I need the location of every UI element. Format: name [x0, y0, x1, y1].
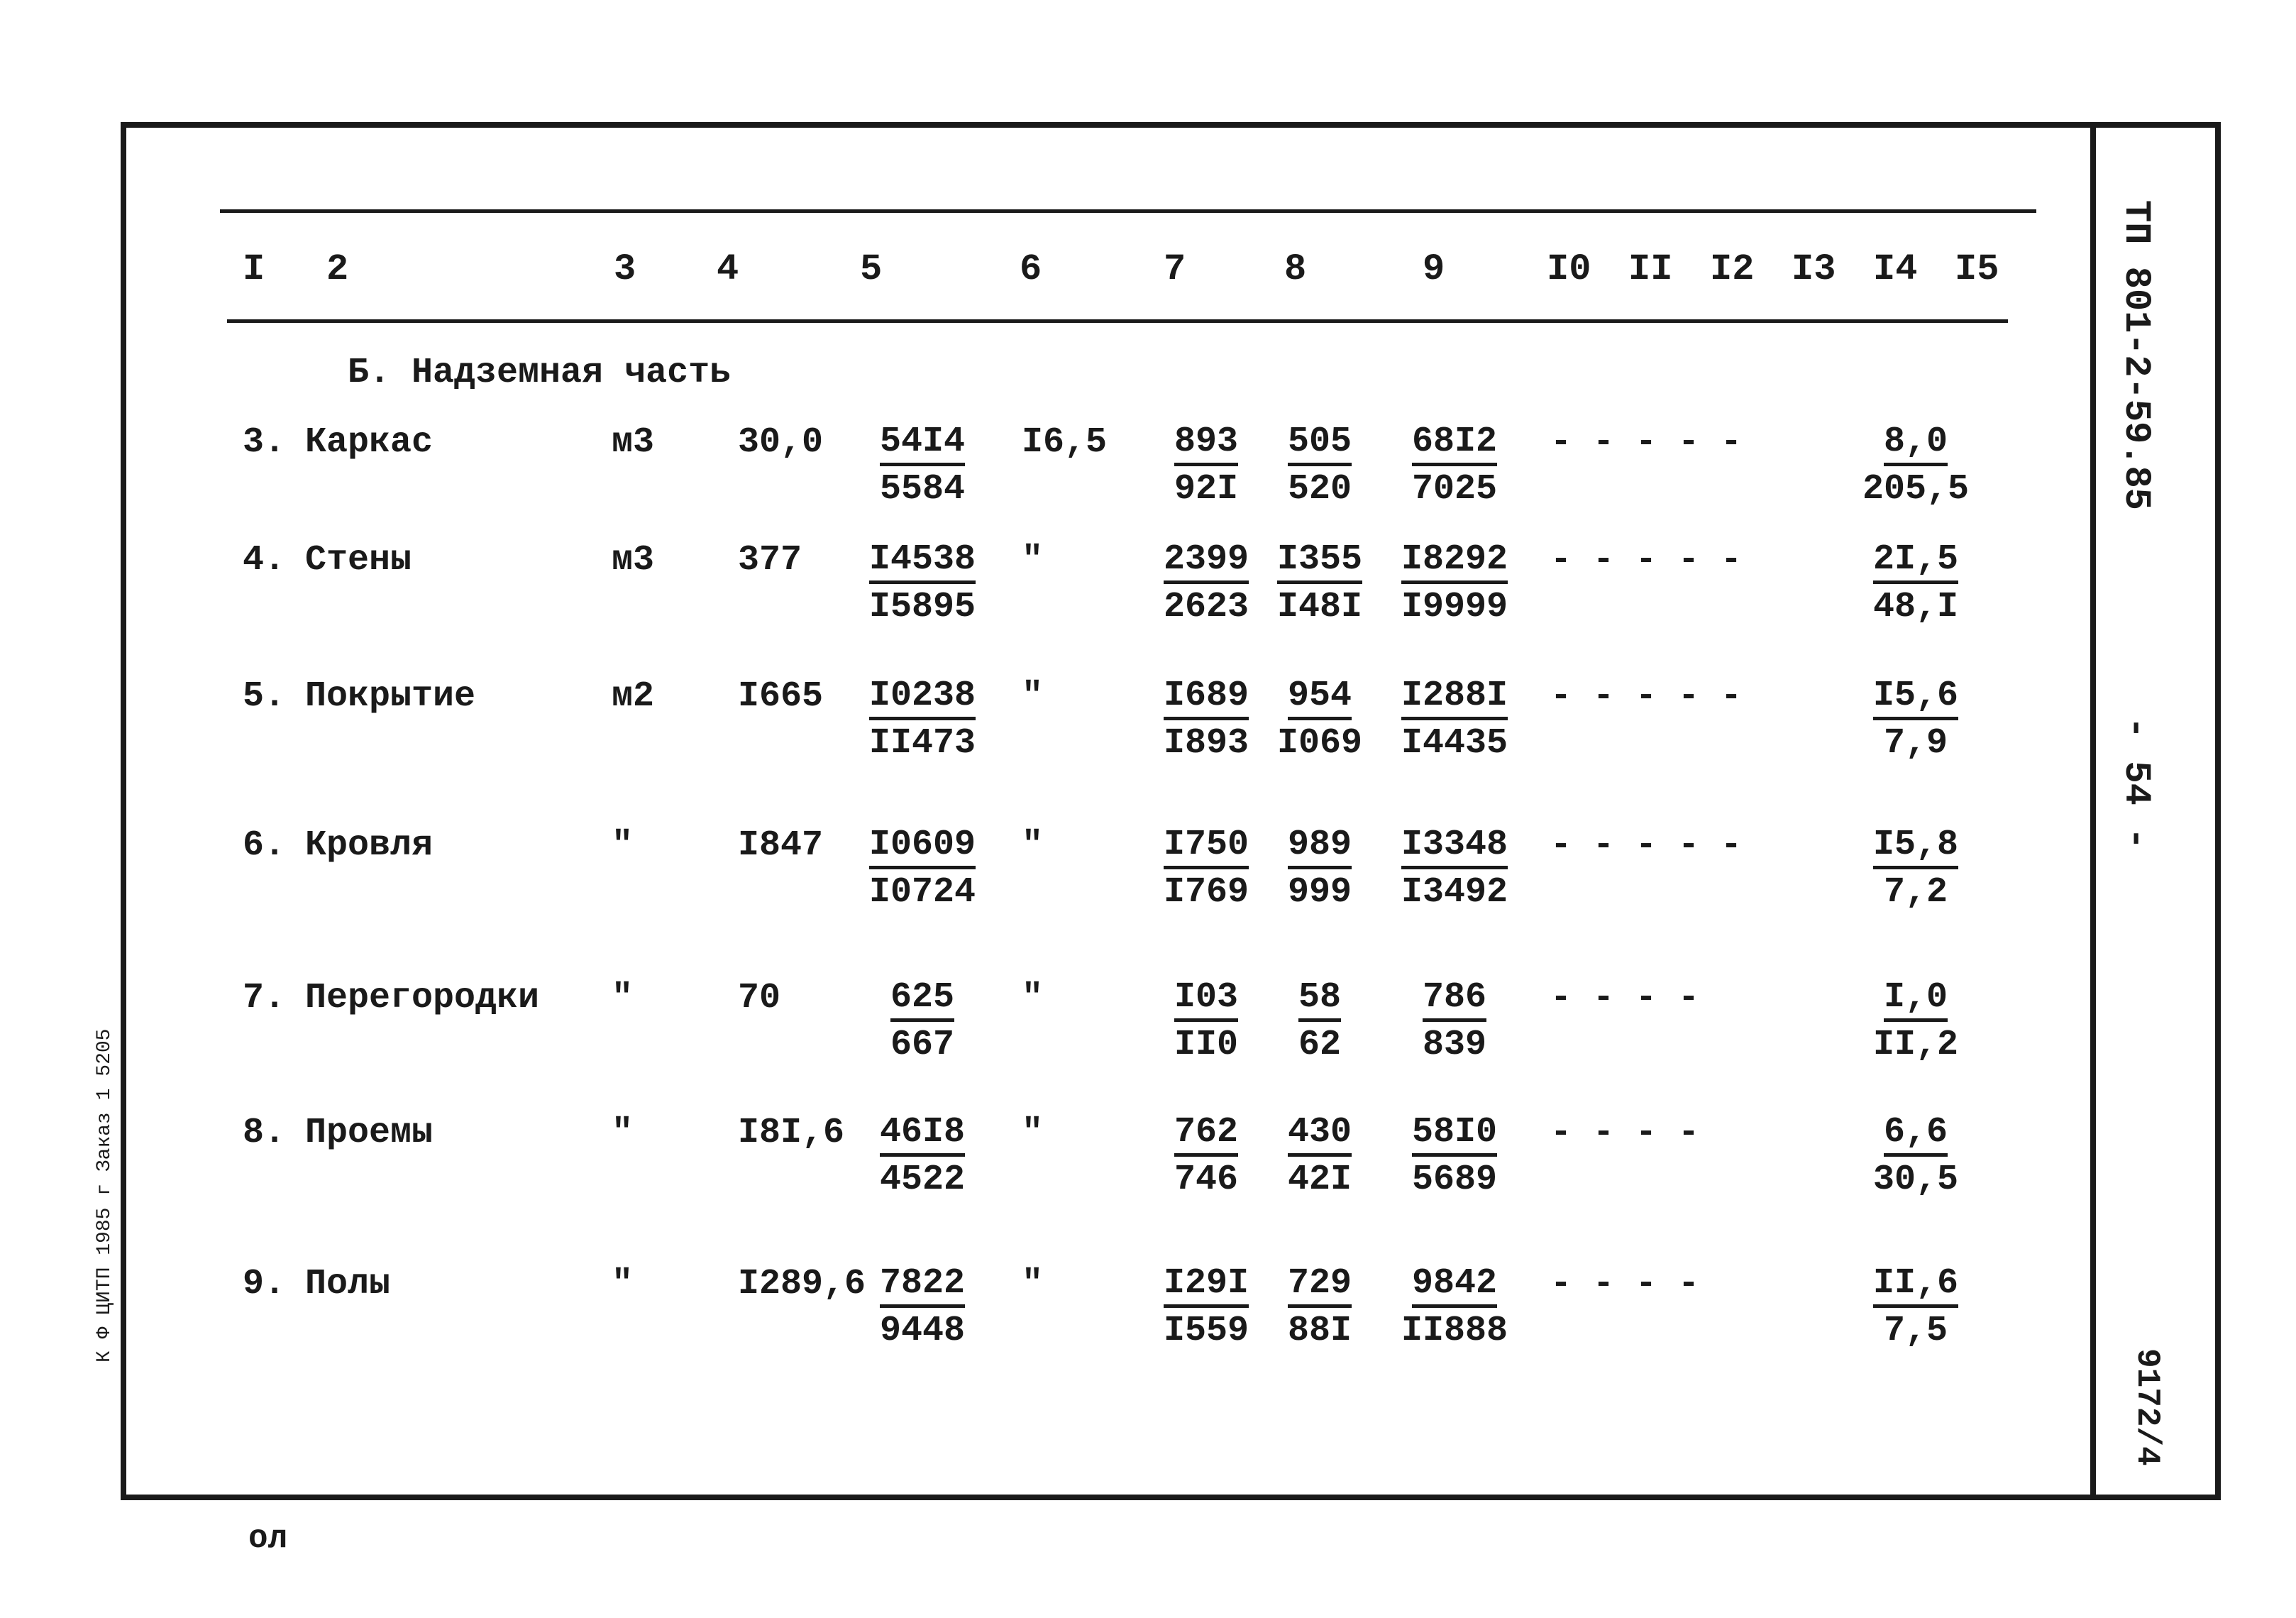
row-col7-denominator: II0 [1174, 1025, 1238, 1065]
row-col5-denominator: I5895 [868, 587, 976, 627]
row-col15-numerator: 8,0 [1884, 422, 1948, 466]
col-header-1: I [243, 248, 265, 290]
row-col7-denominator: I559 [1163, 1311, 1249, 1351]
row-col8-numerator: 729 [1288, 1263, 1352, 1308]
row-col7-numerator: 762 [1174, 1112, 1238, 1157]
row-col15-numerator: I,0 [1884, 977, 1948, 1022]
col-header-9: 9 [1423, 248, 1445, 290]
row-col9-numerator: I288I [1401, 676, 1508, 720]
row-col7-denominator: 92I [1174, 469, 1238, 510]
row-number: 6. [243, 825, 286, 866]
col-header-4: 4 [717, 248, 739, 290]
row-quantity: I289,6 [738, 1264, 866, 1304]
row-col8-denominator: I069 [1276, 723, 1363, 764]
row-col7-denominator: I769 [1163, 872, 1249, 913]
row-col9-denominator: I4435 [1401, 723, 1508, 764]
row-col6: " [1022, 978, 1044, 1018]
row-col8-numerator: I355 [1277, 539, 1362, 584]
row-col9-numerator: 58I0 [1412, 1112, 1497, 1157]
row-col8 [1249, 1262, 1391, 1355]
row-number: 4. [243, 540, 286, 580]
row-col15-numerator: 2I,5 [1873, 539, 1958, 584]
row-col5-denominator: 5584 [879, 469, 966, 510]
row-col6: I6,5 [1022, 422, 1108, 463]
side-column-divider [2090, 122, 2096, 1500]
row-col5 [851, 823, 993, 916]
row-col5-numerator: 54I4 [880, 422, 965, 466]
row-col5-denominator: 667 [890, 1025, 954, 1065]
row-col15-numerator: I5,6 [1873, 676, 1958, 720]
row-col9-numerator: I8292 [1401, 539, 1508, 584]
row-unit: " [612, 1113, 634, 1153]
row-col9 [1384, 538, 1525, 631]
row-quantity: 30,0 [738, 422, 824, 463]
row-col5 [851, 976, 993, 1069]
row-col5-numerator: I0238 [869, 676, 976, 720]
row-col5-denominator: I0724 [868, 872, 976, 913]
col-header-10: I0 [1547, 248, 1591, 290]
row-number: 5. [243, 676, 286, 717]
row-col5-denominator: 9448 [879, 1311, 966, 1351]
col-header-11: II [1628, 248, 1673, 290]
row-col8-numerator: 505 [1288, 422, 1352, 466]
row-col9 [1384, 674, 1525, 767]
row-quantity: 70 [738, 978, 781, 1018]
row-col9 [1384, 1262, 1525, 1355]
row-col15-denominator: 48,I [1872, 587, 1959, 627]
row-col8 [1249, 420, 1391, 513]
row-number: 9. [243, 1264, 286, 1304]
footer-mark: ол [248, 1520, 288, 1557]
row-col5-numerator: I4538 [869, 539, 976, 584]
row-name: Стены [305, 540, 412, 580]
row-quantity: I665 [738, 676, 824, 717]
row-col7-denominator: 746 [1174, 1160, 1238, 1200]
row-dashes-10-14: - - - - [1550, 978, 1700, 1018]
row-col9-numerator: 68I2 [1412, 422, 1497, 466]
row-col8-numerator: 954 [1288, 676, 1352, 720]
row-name: Каркас [305, 422, 434, 463]
row-col9-denominator: 7025 [1411, 469, 1498, 510]
row-quantity: I8I,6 [738, 1113, 845, 1153]
row-col7-numerator: I29I [1164, 1263, 1249, 1308]
col-header-12: I2 [1710, 248, 1755, 290]
row-dashes-10-14: - - - - - [1550, 825, 1743, 866]
row-col15-denominator: 7,2 [1883, 872, 1948, 913]
row-col15-denominator: 7,9 [1883, 723, 1948, 764]
print-stamp: К Ф ЦИТП 1985 г Заказ 1 5205 [94, 1028, 116, 1363]
row-col15-denominator: 7,5 [1883, 1311, 1948, 1351]
row-unit: " [612, 1264, 634, 1304]
col-header-5: 5 [860, 248, 883, 290]
row-quantity: I847 [738, 825, 824, 866]
row-number: 3. [243, 422, 286, 463]
row-col5 [851, 420, 993, 513]
page-marker: - 54 - [2115, 717, 2157, 850]
row-col15-denominator: 30,5 [1872, 1160, 1959, 1200]
row-col15 [1845, 674, 1987, 767]
row-col8-numerator: 989 [1288, 825, 1352, 869]
row-name: Перегородки [305, 978, 540, 1018]
row-col8-denominator: 520 [1287, 469, 1352, 510]
col-header-2: 2 [326, 248, 349, 290]
row-col7-numerator: I03 [1174, 977, 1238, 1022]
col-header-8: 8 [1284, 248, 1307, 290]
row-col15-numerator: II,6 [1873, 1263, 1958, 1308]
row-col15 [1845, 538, 1987, 631]
row-col5 [851, 1262, 993, 1355]
row-col8 [1249, 1111, 1391, 1204]
col-header-15: I5 [1955, 248, 1999, 290]
row-col15 [1845, 1262, 1987, 1355]
row-col9-denominator: 839 [1422, 1025, 1486, 1065]
row-col5-numerator: 46I8 [880, 1112, 965, 1157]
row-col9-numerator: I3348 [1401, 825, 1508, 869]
row-col8-numerator: 58 [1298, 977, 1341, 1022]
row-unit: м2 [612, 676, 655, 717]
row-col5-numerator: 7822 [880, 1263, 965, 1308]
row-unit: " [612, 825, 634, 866]
row-col5-denominator: 4522 [879, 1160, 966, 1200]
row-col6: " [1022, 1264, 1044, 1304]
col-header-7: 7 [1164, 248, 1186, 290]
row-col8 [1249, 538, 1391, 631]
row-number: 8. [243, 1113, 286, 1153]
row-dashes-10-14: - - - - - [1550, 422, 1743, 463]
row-col7-denominator: 2623 [1163, 587, 1249, 627]
row-col5-denominator: II473 [868, 723, 976, 764]
row-col9 [1384, 1111, 1525, 1204]
row-name: Покрытие [305, 676, 476, 717]
row-unit: " [612, 978, 634, 1018]
col-header-14: I4 [1873, 248, 1918, 290]
row-unit: м3 [612, 540, 655, 580]
row-col9-denominator: 5689 [1411, 1160, 1498, 1200]
row-unit: м3 [612, 422, 655, 463]
row-col8-denominator: 999 [1287, 872, 1352, 913]
row-name: Проемы [305, 1113, 434, 1153]
row-col5-numerator: 625 [890, 977, 954, 1022]
row-col9-numerator: 9842 [1412, 1263, 1497, 1308]
row-col15-denominator: II,2 [1872, 1025, 1959, 1065]
row-col8-denominator: 42I [1287, 1160, 1352, 1200]
row-col15 [1845, 976, 1987, 1069]
row-col9 [1384, 823, 1525, 916]
row-col15-numerator: 6,6 [1884, 1112, 1948, 1157]
row-col8-denominator: 62 [1298, 1025, 1341, 1065]
side-code: ТП 801-2-59.85 [2115, 200, 2157, 510]
row-col6: " [1022, 540, 1044, 580]
row-number: 7. [243, 978, 286, 1018]
section-title: Б. Надземная часть [348, 353, 732, 393]
sheet-number: 9172/4 [2129, 1348, 2165, 1466]
row-col6: " [1022, 825, 1044, 866]
row-col8-denominator: I48I [1276, 587, 1363, 627]
row-dashes-10-14: - - - - - [1550, 540, 1743, 580]
row-col8 [1249, 823, 1391, 916]
row-col9 [1384, 976, 1525, 1069]
row-col6: " [1022, 676, 1044, 717]
row-col7-numerator: I689 [1164, 676, 1249, 720]
col-header-6: 6 [1020, 248, 1042, 290]
row-col9 [1384, 420, 1525, 513]
row-col15-denominator: 205,5 [1862, 469, 1970, 510]
row-col5-numerator: I0609 [869, 825, 976, 869]
row-dashes-10-14: - - - - [1550, 1113, 1700, 1153]
col-header-13: I3 [1792, 248, 1836, 290]
row-col8-numerator: 430 [1288, 1112, 1352, 1157]
row-dashes-10-14: - - - - [1550, 1264, 1700, 1304]
row-col9-denominator: I9999 [1401, 587, 1508, 627]
row-col15-numerator: I5,8 [1873, 825, 1958, 869]
row-col5 [851, 538, 993, 631]
row-col5 [851, 1111, 993, 1204]
row-col9-denominator: II888 [1401, 1311, 1508, 1351]
col-header-3: 3 [614, 248, 636, 290]
header-top-rule [220, 209, 2036, 213]
row-col5 [851, 674, 993, 767]
row-quantity: 377 [738, 540, 802, 580]
row-col15 [1845, 420, 1987, 513]
row-col9-numerator: 786 [1423, 977, 1486, 1022]
row-col9-denominator: I3492 [1401, 872, 1508, 913]
row-col7-numerator: 2399 [1164, 539, 1249, 584]
row-col8 [1249, 976, 1391, 1069]
row-dashes-10-14: - - - - - [1550, 676, 1743, 717]
row-name: Полы [305, 1264, 391, 1304]
row-name: Кровля [305, 825, 434, 866]
row-col7-numerator: 893 [1174, 422, 1238, 466]
header-bottom-rule [227, 319, 2008, 323]
row-col15 [1845, 1111, 1987, 1204]
row-col7-denominator: I893 [1163, 723, 1249, 764]
row-col7-numerator: I750 [1164, 825, 1249, 869]
row-col8 [1249, 674, 1391, 767]
row-col15 [1845, 823, 1987, 916]
row-col6: " [1022, 1113, 1044, 1153]
row-col8-denominator: 88I [1287, 1311, 1352, 1351]
